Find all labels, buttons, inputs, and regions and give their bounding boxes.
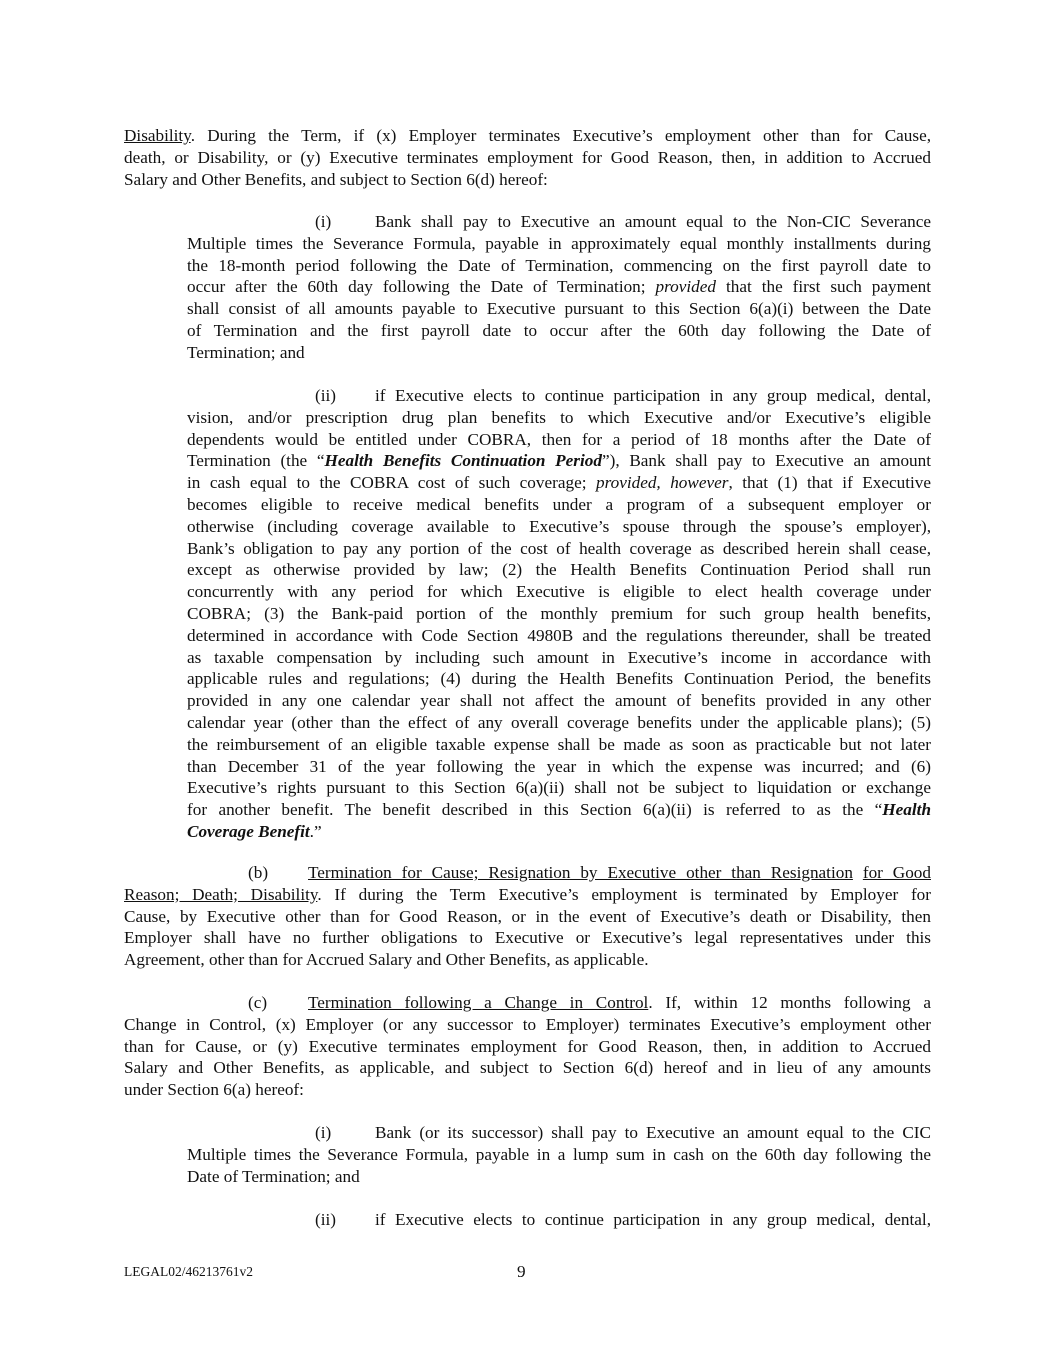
text-line: than for Cause, or (y) Executive terminates employment for Good Reason, then, in addition to Accrued	[124, 1036, 931, 1056]
text-line: determined in accordance with Code Section 4980B and the regulations thereunder, shall be treated	[187, 625, 931, 645]
paragraph-c	[124, 992, 931, 1101]
text-line: occur after the 60th day following the Date of Termination; provided that the first such payment	[187, 277, 931, 297]
text-line: (i) Bank (or its successor) shall pay to Executive an amount equal to the CIC	[315, 1123, 931, 1142]
text-line: death, or Disability, or (y) Executive terminates employment for Good Reason, then, in addition to Accrued	[124, 147, 931, 167]
text-line: vision, and/or prescription drug plan benefits to which Executive and/or Executive’s eligible	[187, 407, 931, 427]
text-line: Date of Termination; and	[187, 1166, 360, 1186]
text-line: Multiple times the Severance Formula, payable in a lump sum in cash on the 60th day following the	[187, 1144, 931, 1164]
text-line: Agreement, other than for Accrued Salary and Other Benefits, as applicable.	[124, 950, 649, 970]
text-line	[124, 862, 931, 884]
text-line: (i) Bank shall pay to Executive an amount equal to the Non-CIC Severance	[315, 212, 931, 231]
text-line: Executive’s rights pursuant to this Section 6(a)(ii) shall not be subject to liquidation or exchange	[187, 778, 931, 798]
text-line: the 18-month period following the Date of Termination, commencing on the first payroll date to	[187, 255, 931, 275]
defined-term: Health	[882, 800, 931, 820]
text-line: than December 31 of the year following the year in which the expense was incurred; and (6)	[187, 756, 931, 776]
clause-label: (i)	[315, 212, 332, 231]
text-line: applicable rules and regulations; (4) during the Health Benefits Continuation Period, the benefits	[187, 669, 931, 689]
text-line: (ii) if Executive elects to continue participation in any group medical, dental,	[315, 1210, 931, 1229]
paragraph-a-i	[187, 211, 931, 364]
paragraph-c-i	[187, 1122, 931, 1187]
text-line: Bank’s obligation to pay any portion of the cost of health coverage as described herein shall cease,	[187, 538, 931, 558]
text-line: shall consist of all amounts payable to Executive pursuant to this Section 6(a)(i) between the Date	[187, 299, 931, 319]
text-line: calendar year (other than the effect of any overall coverage benefits under the applicable plans); (5)	[187, 712, 931, 732]
page-number: 9	[517, 1262, 526, 1281]
text-line: Termination (the “Health Benefits Continuation Period”), Bank shall pay to Executive an amount	[187, 451, 931, 471]
text-line: COBRA; (3) the Bank-paid portion of the monthly premium for such group health benefits,	[187, 603, 931, 623]
text-line: (c) Termination following a Change in Control. If, within 12 months following a	[248, 993, 931, 1012]
clause-label: (i)	[315, 1123, 332, 1142]
text-line: under Section 6(a) hereof:	[124, 1080, 304, 1100]
text-line: Coverage Benefit.”	[187, 821, 322, 841]
clause-label: (ii)	[315, 386, 336, 405]
text-line: concurrently with any period for which Executive is eligible to elect health coverage under	[187, 582, 931, 602]
document-id: LEGAL02/46213761v2	[124, 1264, 253, 1279]
section-heading: Disability	[124, 126, 191, 145]
text-line: Reason; Death; Disability. If during the Term Executive’s employment is terminated by Employer for	[124, 884, 931, 904]
clause-label: (c)	[248, 993, 268, 1012]
paragraph-b	[124, 862, 931, 971]
section-heading: Termination following a Change in Control	[308, 993, 649, 1012]
text-line: Employer shall have no further obligations to Executive or Executive’s legal representatives under this	[124, 928, 931, 948]
defined-term: Coverage Benefit	[187, 821, 310, 841]
text-line: provided in any one calendar year shall not affect the amount of benefits provided in any other	[187, 691, 931, 711]
text-line: dependents would be entitled under COBRA, then for a period of 18 months after the Date of	[187, 429, 931, 449]
paragraph-disability	[124, 125, 931, 190]
text-line: except as otherwise provided by law; (2) the Health Benefits Continuation Period shall run	[187, 560, 931, 580]
section-heading: for Good	[862, 863, 931, 882]
text-line: of Termination and the first payroll date to occur after the 60th day following the Date of	[187, 320, 931, 340]
paragraph-c-ii	[187, 1209, 931, 1231]
paragraph-a-ii	[187, 385, 931, 843]
text-line: Salary and Other Benefits, and subject to Section 6(d) hereof:	[124, 169, 548, 189]
text-line: (ii) if Executive elects to continue participation in any group medical, dental,	[315, 386, 931, 405]
clause-label: (b)	[248, 863, 269, 882]
text-line: for another benefit. The benefit described in this Section 6(a)(ii) is referred to as the “Health	[187, 800, 931, 820]
section-heading: Reason; Death; Disability	[124, 884, 318, 904]
text-line: Disability. During the Term, if (x) Employer terminates Executive’s employment other than for Cause,	[124, 126, 931, 145]
text-line: as taxable compensation by including such amount in Executive’s income in accordance with	[187, 647, 931, 667]
text-line: becomes eligible to receive medical benefits under a program of a subsequent employer or	[187, 494, 931, 514]
text-line: Termination; and	[187, 342, 305, 362]
text-line: otherwise (including coverage available to Executive’s spouse through the spouse’s employer),	[187, 516, 931, 536]
text-line: Change in Control, (x) Employer (or any successor to Employer) terminates Executive’s employment other	[124, 1014, 931, 1034]
text-line: in cash equal to the COBRA cost of such coverage; provided, however, that (1) that if Executive	[187, 473, 931, 493]
text-line: the reimbursement of an eligible taxable expense shall be made as soon as practicable but not later	[187, 734, 931, 754]
section-heading: Termination for Cause; Resignation by Executive other than Resignation	[308, 863, 853, 882]
text-line: Salary and Other Benefits, as applicable, and subject to Section 6(d) hereof and in lieu of any amounts	[124, 1058, 931, 1078]
clause-label: (ii)	[315, 1210, 336, 1229]
text-line: Cause, by Executive other than for Good Reason, or in the event of Executive’s death or Disability, then	[124, 906, 931, 926]
defined-term: Health Benefits Continuation Period	[324, 451, 602, 471]
text-line: Multiple times the Severance Formula, payable in approximately equal monthly installments during	[187, 233, 931, 253]
